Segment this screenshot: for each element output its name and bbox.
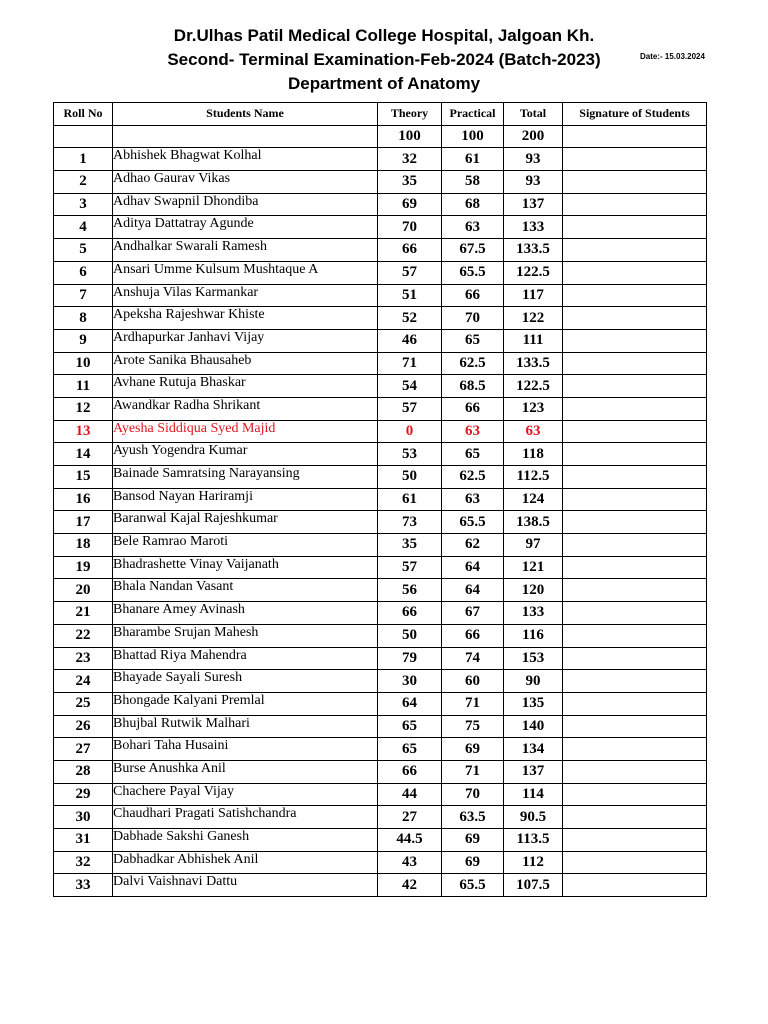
total-marks: 133.5 (504, 352, 563, 375)
max-marks-row (54, 125, 707, 148)
roll-number: 26 (54, 715, 113, 738)
table-row (54, 261, 707, 284)
practical-marks: 70 (442, 783, 504, 806)
theory-marks: 51 (378, 284, 442, 307)
table-row (54, 692, 707, 715)
exam-date: Date:- 15.03.2024 (640, 52, 705, 61)
practical-marks: 66 (442, 624, 504, 647)
theory-marks: 61 (378, 488, 442, 511)
theory-marks: 54 (378, 375, 442, 398)
practical-marks: 65 (442, 329, 504, 352)
theory-marks: 66 (378, 760, 442, 783)
theory-marks: 50 (378, 466, 442, 489)
column-header-name: Students Name (113, 103, 378, 126)
theory-marks: 27 (378, 806, 442, 829)
table-row (54, 171, 707, 194)
column-header-signature: Signature of Students (563, 103, 707, 126)
signature-cell (563, 171, 707, 194)
table-row (54, 284, 707, 307)
table-row (54, 760, 707, 783)
practical-marks: 70 (442, 307, 504, 330)
signature-cell (563, 466, 707, 489)
total-marks: 118 (504, 443, 563, 466)
student-name: Andhalkar Swarali Ramesh (113, 239, 378, 262)
total-marks: 121 (504, 556, 563, 579)
theory-marks: 44 (378, 783, 442, 806)
total-marks: 114 (504, 783, 563, 806)
signature-cell (563, 329, 707, 352)
theory-marks: 69 (378, 193, 442, 216)
table-row (54, 874, 707, 897)
signature-cell (563, 420, 707, 443)
theory-marks: 73 (378, 511, 442, 534)
practical-marks: 62.5 (442, 466, 504, 489)
practical-marks: 69 (442, 738, 504, 761)
roll-number: 12 (54, 397, 113, 420)
student-name: Dalvi Vaishnavi Dattu (113, 874, 378, 897)
practical-marks: 62 (442, 534, 504, 557)
signature-cell (563, 692, 707, 715)
practical-marks: 66 (442, 397, 504, 420)
student-name: Bohari Taha Husaini (113, 738, 378, 761)
practical-marks: 65.5 (442, 874, 504, 897)
student-name: Bharambe Srujan Mahesh (113, 624, 378, 647)
roll-number: 30 (54, 806, 113, 829)
student-name: Ayush Yogendra Kumar (113, 443, 378, 466)
table-row (54, 851, 707, 874)
total-marks: 113.5 (504, 829, 563, 852)
total-marks: 124 (504, 488, 563, 511)
table-row (54, 375, 707, 398)
practical-marks: 65.5 (442, 511, 504, 534)
total-marks: 134 (504, 738, 563, 761)
practical-marks: 69 (442, 829, 504, 852)
student-name: Apeksha Rajeshwar Khiste (113, 307, 378, 330)
student-name: Ayesha Siddiqua Syed Majid (113, 420, 378, 443)
signature-cell (563, 284, 707, 307)
total-marks: 117 (504, 284, 563, 307)
signature-cell (563, 239, 707, 262)
table-row (54, 307, 707, 330)
table-row (54, 602, 707, 625)
practical-marks: 63 (442, 488, 504, 511)
student-name: Bansod Nayan Hariramji (113, 488, 378, 511)
practical-marks: 65.5 (442, 261, 504, 284)
roll-number: 31 (54, 829, 113, 852)
table-row (54, 624, 707, 647)
table-row (54, 783, 707, 806)
student-name: Chaudhari Pragati Satishchandra (113, 806, 378, 829)
student-name: Adhao Gaurav Vikas (113, 171, 378, 194)
college-name: Dr.Ulhas Patil Medical College Hospital, Jalgoan Kh. (173, 26, 595, 45)
signature-cell (563, 851, 707, 874)
table-row (54, 556, 707, 579)
table-row (54, 715, 707, 738)
practical-marks: 75 (442, 715, 504, 738)
roll-number: 21 (54, 602, 113, 625)
total-marks: 90.5 (504, 806, 563, 829)
total-marks: 133.5 (504, 239, 563, 262)
total-marks: 122.5 (504, 261, 563, 284)
signature-cell (563, 307, 707, 330)
practical-marks: 71 (442, 692, 504, 715)
theory-marks: 35 (378, 171, 442, 194)
total-marks: 107.5 (504, 874, 563, 897)
roll-number: 1 (54, 148, 113, 171)
table-row (54, 352, 707, 375)
student-name: Dabhade Sakshi Ganesh (113, 829, 378, 852)
roll-number: 15 (54, 466, 113, 489)
student-name: Bainade Samratsing Narayansing (113, 466, 378, 489)
theory-marks: 70 (378, 216, 442, 239)
roll-number: 10 (54, 352, 113, 375)
total-marks: 63 (504, 420, 563, 443)
table-row (54, 829, 707, 852)
exam-title: Second- Terminal Examination-Feb-2024 (Batch-2023) (167, 50, 601, 69)
theory-marks: 32 (378, 148, 442, 171)
roll-number: 22 (54, 624, 113, 647)
signature-cell (563, 556, 707, 579)
roll-number: 29 (54, 783, 113, 806)
student-name: Baranwal Kajal Rajeshkumar (113, 511, 378, 534)
student-name: Arote Sanika Bhausaheb (113, 352, 378, 375)
student-name: Avhane Rutuja Bhaskar (113, 375, 378, 398)
practical-marks: 68 (442, 193, 504, 216)
student-name: Ansari Umme Kulsum Mushtaque A (113, 261, 378, 284)
table-row (54, 193, 707, 216)
roll-number: 33 (54, 874, 113, 897)
signature-cell (563, 511, 707, 534)
student-name: Bhongade Kalyani Premlal (113, 692, 378, 715)
theory-marks: 42 (378, 874, 442, 897)
theory-marks: 35 (378, 534, 442, 557)
max-practical: 100 (442, 125, 504, 148)
practical-marks: 65 (442, 443, 504, 466)
signature-cell (563, 216, 707, 239)
table-row (54, 579, 707, 602)
theory-marks: 57 (378, 556, 442, 579)
max-marks-roll-cell (54, 125, 113, 148)
table-row (54, 216, 707, 239)
table-row (54, 148, 707, 171)
practical-marks: 64 (442, 579, 504, 602)
total-marks: 138.5 (504, 511, 563, 534)
theory-marks: 53 (378, 443, 442, 466)
signature-cell (563, 375, 707, 398)
practical-marks: 68.5 (442, 375, 504, 398)
table-row (54, 329, 707, 352)
signature-cell (563, 579, 707, 602)
practical-marks: 61 (442, 148, 504, 171)
practical-marks: 58 (442, 171, 504, 194)
roll-number: 6 (54, 261, 113, 284)
column-header-row (54, 103, 707, 126)
signature-cell (563, 829, 707, 852)
student-name: Abhishek Bhagwat Kolhal (113, 148, 378, 171)
table-row (54, 534, 707, 557)
student-name: Burse Anushka Anil (113, 760, 378, 783)
practical-marks: 62.5 (442, 352, 504, 375)
student-name: Bhayade Sayali Suresh (113, 670, 378, 693)
table-row (54, 239, 707, 262)
theory-marks: 50 (378, 624, 442, 647)
max-theory: 100 (378, 125, 442, 148)
theory-marks: 79 (378, 647, 442, 670)
student-name: Bhujbal Rutwik Malhari (113, 715, 378, 738)
theory-marks: 57 (378, 261, 442, 284)
total-marks: 137 (504, 760, 563, 783)
theory-marks: 71 (378, 352, 442, 375)
practical-marks: 67.5 (442, 239, 504, 262)
theory-marks: 65 (378, 738, 442, 761)
total-marks: 112.5 (504, 466, 563, 489)
column-header-practical: Practical (442, 103, 504, 126)
table-row (54, 806, 707, 829)
theory-marks: 44.5 (378, 829, 442, 852)
table-row (54, 420, 707, 443)
total-marks: 133 (504, 216, 563, 239)
max-total: 200 (504, 125, 563, 148)
results-table (53, 102, 707, 897)
student-name: Bhadrashette Vinay Vaijanath (113, 556, 378, 579)
roll-number: 32 (54, 851, 113, 874)
roll-number: 13 (54, 420, 113, 443)
signature-cell (563, 534, 707, 557)
roll-number: 17 (54, 511, 113, 534)
practical-marks: 67 (442, 602, 504, 625)
signature-cell (563, 148, 707, 171)
signature-cell (563, 647, 707, 670)
table-row (54, 397, 707, 420)
theory-marks: 66 (378, 602, 442, 625)
total-marks: 135 (504, 692, 563, 715)
total-marks: 97 (504, 534, 563, 557)
student-name: Bhattad Riya Mahendra (113, 647, 378, 670)
roll-number: 19 (54, 556, 113, 579)
practical-marks: 66 (442, 284, 504, 307)
roll-number: 2 (54, 171, 113, 194)
theory-marks: 66 (378, 239, 442, 262)
theory-marks: 30 (378, 670, 442, 693)
practical-marks: 63.5 (442, 806, 504, 829)
signature-cell (563, 261, 707, 284)
results-body (54, 125, 707, 896)
practical-marks: 74 (442, 647, 504, 670)
practical-marks: 60 (442, 670, 504, 693)
student-name: Aditya Dattatray Agunde (113, 216, 378, 239)
column-header-roll: Roll No (54, 103, 113, 126)
student-name: Chachere Payal Vijay (113, 783, 378, 806)
theory-marks: 46 (378, 329, 442, 352)
student-name: Dabhadkar Abhishek Anil (113, 851, 378, 874)
table-row (54, 738, 707, 761)
total-marks: 153 (504, 647, 563, 670)
table-row (54, 670, 707, 693)
signature-cell (563, 488, 707, 511)
roll-number: 27 (54, 738, 113, 761)
table-row (54, 466, 707, 489)
column-header-theory: Theory (378, 103, 442, 126)
total-marks: 133 (504, 602, 563, 625)
max-marks-signature-cell (563, 125, 707, 148)
student-name: Anshuja Vilas Karmankar (113, 284, 378, 307)
roll-number: 3 (54, 193, 113, 216)
student-name: Adhav Swapnil Dhondiba (113, 193, 378, 216)
practical-marks: 64 (442, 556, 504, 579)
theory-marks: 65 (378, 715, 442, 738)
roll-number: 11 (54, 375, 113, 398)
roll-number: 8 (54, 307, 113, 330)
roll-number: 20 (54, 579, 113, 602)
student-name: Bele Ramrao Maroti (113, 534, 378, 557)
max-marks-name-cell (113, 125, 378, 148)
roll-number: 7 (54, 284, 113, 307)
practical-marks: 71 (442, 760, 504, 783)
total-marks: 116 (504, 624, 563, 647)
total-marks: 122.5 (504, 375, 563, 398)
table-row (54, 511, 707, 534)
roll-number: 25 (54, 692, 113, 715)
total-marks: 122 (504, 307, 563, 330)
signature-cell (563, 874, 707, 897)
roll-number: 28 (54, 760, 113, 783)
signature-cell (563, 806, 707, 829)
theory-marks: 64 (378, 692, 442, 715)
signature-cell (563, 624, 707, 647)
practical-marks: 63 (442, 420, 504, 443)
roll-number: 23 (54, 647, 113, 670)
total-marks: 140 (504, 715, 563, 738)
student-name: Bhanare Amey Avinash (113, 602, 378, 625)
signature-cell (563, 602, 707, 625)
total-marks: 90 (504, 670, 563, 693)
roll-number: 16 (54, 488, 113, 511)
total-marks: 93 (504, 171, 563, 194)
signature-cell (563, 760, 707, 783)
signature-cell (563, 352, 707, 375)
table-row (54, 488, 707, 511)
student-name: Awandkar Radha Shrikant (113, 397, 378, 420)
total-marks: 120 (504, 579, 563, 602)
roll-number: 14 (54, 443, 113, 466)
signature-cell (563, 443, 707, 466)
signature-cell (563, 783, 707, 806)
theory-marks: 52 (378, 307, 442, 330)
signature-cell (563, 193, 707, 216)
roll-number: 24 (54, 670, 113, 693)
table-row (54, 443, 707, 466)
total-marks: 112 (504, 851, 563, 874)
total-marks: 123 (504, 397, 563, 420)
roll-number: 4 (54, 216, 113, 239)
theory-marks: 56 (378, 579, 442, 602)
signature-cell (563, 397, 707, 420)
total-marks: 137 (504, 193, 563, 216)
student-name: Bhala Nandan Vasant (113, 579, 378, 602)
signature-cell (563, 738, 707, 761)
practical-marks: 69 (442, 851, 504, 874)
roll-number: 5 (54, 239, 113, 262)
total-marks: 93 (504, 148, 563, 171)
department-title: Department of Anatomy (287, 74, 481, 93)
practical-marks: 63 (442, 216, 504, 239)
roll-number: 18 (54, 534, 113, 557)
theory-marks: 43 (378, 851, 442, 874)
column-header-total: Total (504, 103, 563, 126)
theory-marks: 0 (378, 420, 442, 443)
theory-marks: 57 (378, 397, 442, 420)
table-row (54, 647, 707, 670)
signature-cell (563, 670, 707, 693)
roll-number: 9 (54, 329, 113, 352)
student-name: Ardhapurkar Janhavi Vijay (113, 329, 378, 352)
total-marks: 111 (504, 329, 563, 352)
signature-cell (563, 715, 707, 738)
